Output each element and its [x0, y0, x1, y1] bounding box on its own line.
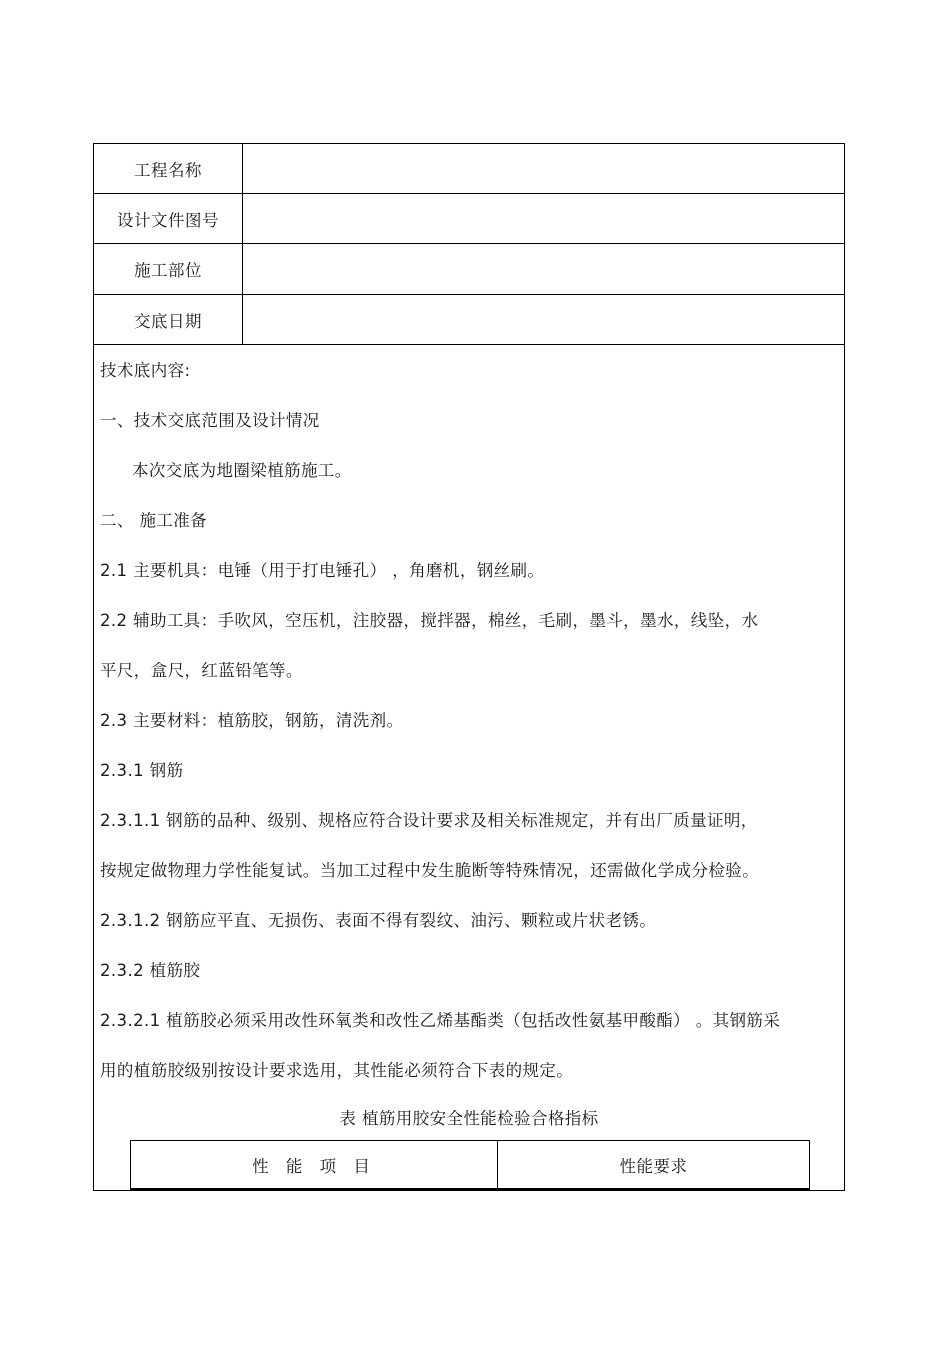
- form-value: [243, 295, 844, 344]
- form-row-construction-part: [94, 244, 844, 295]
- form-label: 交底日期: [94, 295, 243, 344]
- paragraph: 2.3.1.1 钢筋的品种、级别、规格应符合设计要求及相关标准规定，并有出厂质量证明，: [100, 811, 758, 830]
- paragraph: 2.3 主要材料：植筋胶，钢筋，清洗剂。: [100, 711, 404, 730]
- form-value: [243, 194, 844, 243]
- form-row-project-name: [94, 144, 844, 194]
- content-heading: 技术底内容:: [100, 361, 191, 380]
- table-header-cell: 性能要求: [619, 1156, 688, 1176]
- paragraph: 用的植筋胶级别按设计要求选用，其性能必须符合下表的规定。: [100, 1061, 574, 1080]
- form-row-date: [94, 295, 844, 345]
- document-form: [93, 143, 845, 1191]
- form-row-drawing-number: [94, 194, 844, 244]
- form-value: [243, 144, 844, 193]
- paragraph: 按规定做物理力学性能复试。当加工过程中发生脆断等特殊情况，还需做化学成分检验。: [100, 861, 760, 880]
- form-label: 工程名称: [94, 144, 243, 193]
- paragraph: 2.2 辅助工具：手吹风，空压机，注胶器，搅拌器，棉丝，毛刷，墨斗，墨水，线坠，水: [100, 611, 759, 630]
- paragraph: 2.3.2.1 植筋胶必须采用改性环氧类和改性乙烯基酯类（包括改性氨基甲酸酯） 。其钢筋采: [100, 1011, 781, 1030]
- subsection-heading: 2.3.2 植筋胶: [100, 961, 201, 980]
- adhesive-spec-table: [130, 1140, 810, 1190]
- paragraph: 2.1 主要机具：电锤（用于打电锤孔） ，角磨机，钢丝刷。: [100, 561, 545, 580]
- subsection-heading: 2.3.1 钢筋: [100, 761, 184, 780]
- form-label: 设计文件图号: [94, 194, 243, 243]
- table-caption: 表 植筋用胶安全性能检验合格指标: [339, 1109, 599, 1128]
- form-value: [243, 244, 844, 293]
- paragraph: 本次交底为地圈梁植筋施工。: [132, 461, 352, 480]
- section-heading: 二、 施工准备: [100, 511, 208, 530]
- paragraph: 2.3.1.2 钢筋应平直、无损伤、表面不得有裂纹、油污、颗粒或片状老锈。: [100, 911, 657, 930]
- section-heading: 一、技术交底范围及设计情况: [100, 411, 320, 430]
- paragraph: 平尺，盒尺，红蓝铅笔等。: [100, 661, 303, 680]
- table-header-cell: 性 能 项 目: [131, 1141, 498, 1188]
- form-label: 施工部位: [94, 244, 243, 294]
